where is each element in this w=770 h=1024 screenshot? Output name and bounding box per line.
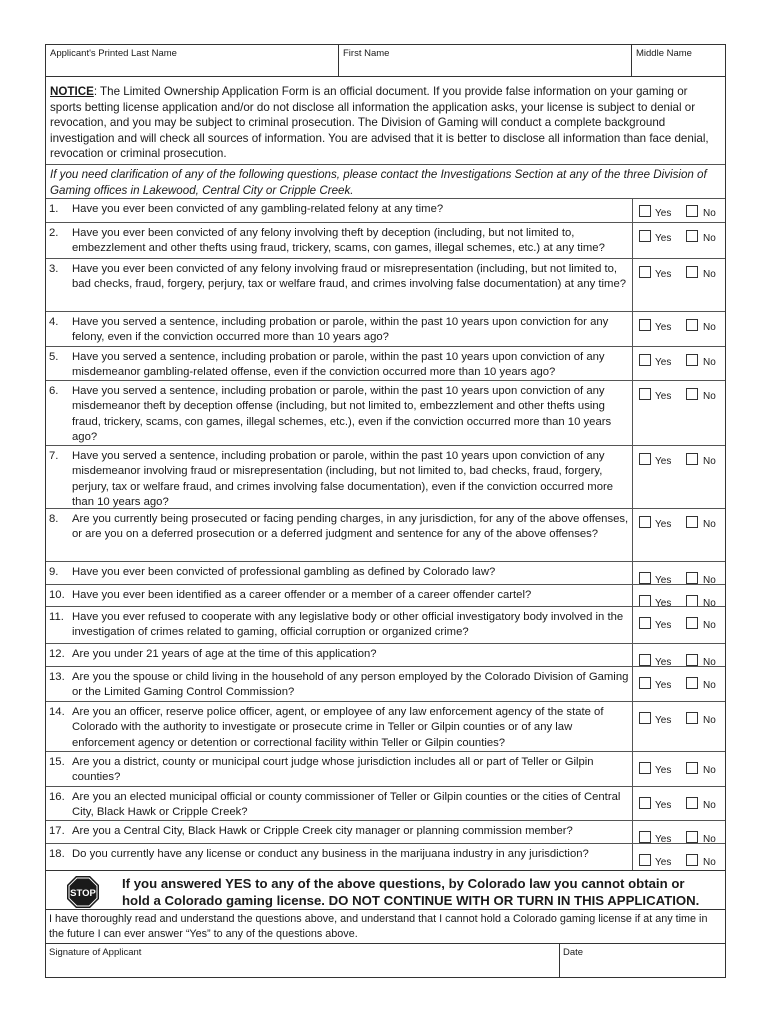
- yes-checkbox[interactable]: [639, 854, 651, 866]
- question-number: 15.: [49, 756, 65, 768]
- yes-checkbox[interactable]: [639, 388, 651, 400]
- question-text: Are you an officer, reserve police officer, agent, or employee of any law enforcement agency of the state of Colorado with the authority to investigate or prosecute crime in Teller or Gilpin counties or of any law enforcement agency or detention or correctional facility within Teller or Gilpin counties?: [72, 706, 604, 749]
- no-label: No: [703, 322, 716, 333]
- first-name-field[interactable]: [339, 45, 632, 77]
- last-name-field[interactable]: [46, 45, 339, 77]
- yes-checkbox[interactable]: [639, 762, 651, 774]
- no-label: No: [703, 620, 716, 631]
- yes-label: Yes: [655, 322, 672, 333]
- no-label: No: [703, 575, 716, 586]
- question-number: 11.: [49, 611, 64, 623]
- yes-label: Yes: [655, 233, 672, 244]
- question-row: [46, 222, 725, 258]
- last-name-label: Applicant's Printed Last Name: [50, 48, 177, 59]
- yes-checkbox[interactable]: [639, 797, 651, 809]
- question-number: 14.: [49, 706, 65, 718]
- application-form: [45, 44, 726, 978]
- no-label: No: [703, 657, 716, 668]
- answer-cell: [632, 199, 728, 222]
- yes-label: Yes: [655, 269, 672, 280]
- yes-checkbox[interactable]: [639, 354, 651, 366]
- question-number: 12.: [49, 648, 65, 660]
- yes-checkbox[interactable]: [639, 516, 651, 528]
- answer-cell: [632, 223, 728, 258]
- question-number: 17.: [49, 825, 65, 837]
- yes-checkbox[interactable]: [639, 831, 651, 843]
- no-label: No: [703, 857, 716, 868]
- question-number: 2.: [49, 227, 59, 239]
- yes-checkbox[interactable]: [639, 617, 651, 629]
- no-checkbox[interactable]: [686, 205, 698, 217]
- question-row: [46, 843, 725, 870]
- clarification-text: If you need clarification of any of the following questions, please contact the Investigations Section at any of the three Division of Gaming offices in Lakewood, Central City or Cripple Creek.: [46, 164, 725, 199]
- no-checkbox[interactable]: [686, 354, 698, 366]
- yes-label: Yes: [655, 680, 672, 691]
- answer-cell: [632, 844, 728, 870]
- question-text: Do you currently have any license or conduct any business in the marijuana industry in any jurisdiction?: [72, 848, 589, 860]
- question-text: Have you ever been convicted of any felony involving theft by deception (including, but not limited to, embezzlement and other thefts using fraud, trickery, scams, con games, illegal schemes, etc.) at any time?: [72, 227, 605, 255]
- stop-message: [122, 876, 722, 909]
- question-text: Have you served a sentence, including probation or parole, within the past 10 years upon conviction of any misdemeanor theft by deception offense (including, but not limited to, embezzlement and other thefts using fraud, trickery, scams, con games, illegal schemes, etc.), even if the conviction occurred more than 10 years ago?: [72, 385, 612, 444]
- question-row: [46, 606, 725, 643]
- stop-warning: [46, 870, 725, 910]
- signature-field[interactable]: [46, 944, 560, 978]
- question-row: [46, 445, 725, 508]
- question-row: [46, 666, 725, 701]
- yes-label: Yes: [655, 391, 672, 402]
- middle-name-field[interactable]: [632, 45, 727, 77]
- question-text: Are you a district, county or municipal court judge whose jurisdiction includes all or part of Teller or Gilpin counties?: [72, 756, 594, 784]
- question-text: Have you ever been convicted of professional gambling as defined by Colorado law?: [72, 566, 496, 578]
- question-row: [46, 751, 725, 786]
- yes-label: Yes: [655, 620, 672, 631]
- answer-cell: [632, 381, 728, 445]
- question-text: Have you ever been convicted of any felony involving fraud or misrepresentation (including, but not limited to, bad checks, fraud, forgery, perjury, tax or welfare fraud, and crimes involving false documentation) at any time?: [72, 263, 627, 291]
- question-number: 6.: [49, 385, 59, 397]
- yes-checkbox[interactable]: [639, 677, 651, 689]
- answer-cell: [632, 787, 728, 820]
- yes-label: Yes: [655, 456, 672, 467]
- no-checkbox[interactable]: [686, 831, 698, 843]
- yes-checkbox[interactable]: [639, 712, 651, 724]
- stop-sign-icon: [66, 875, 100, 909]
- middle-name-label: Middle Name: [636, 48, 692, 59]
- no-checkbox[interactable]: [686, 266, 698, 278]
- answer-cell: [632, 702, 728, 751]
- stop-message-line1: If you answered YES to any of the above questions, by Colorado law you cannot obtain or: [122, 876, 685, 891]
- signature-label: Signature of Applicant: [49, 947, 142, 958]
- declaration-text: I have thoroughly read and understand the questions above, and understand that I cannot hold a Colorado gaming license if at any time in the future I can ever answer “Yes” to any of the questions above.: [49, 913, 708, 940]
- no-label: No: [703, 233, 716, 244]
- no-label: No: [703, 456, 716, 467]
- yes-checkbox[interactable]: [639, 453, 651, 465]
- notice-text: : The Limited Ownership Application Form is an official document. If you provide false information on your gaming or sports betting license application and/or do not disclose all information the application asks, your license is subject to denial or revocation, and you may be subject to criminal prosecution. The Division of Gaming will conduct a complete background investigation and will check all sources of information. You are advised that it is better to disclose all information than face denial, revocation or criminal prosecution.: [50, 85, 709, 160]
- question-number: 10.: [49, 589, 65, 601]
- yes-label: Yes: [655, 715, 672, 726]
- question-text: Have you served a sentence, including probation or parole, within the past 10 years upon conviction of any misdemeanor involving fraud or misrepresentation (including, but not limited to, bad checks, fraud, forgery, perjury, tax or welfare fraud, and crimes involving false documentation), even if the conviction occurred more than 10 years ago?: [72, 450, 614, 509]
- answer-cell: [632, 562, 728, 584]
- answer-cell: [632, 585, 728, 609]
- answer-cell: [632, 446, 728, 508]
- question-text: Have you served a sentence, including probation or parole, within the past 10 years upon conviction of any misdemeanor gambling-related offense, even if the conviction occurred more than 10 years ago?: [72, 351, 605, 379]
- answer-cell: [632, 347, 728, 380]
- name-row: [46, 45, 725, 77]
- question-row: [46, 643, 725, 666]
- question-number: 5.: [49, 351, 59, 363]
- yes-checkbox[interactable]: [639, 319, 651, 331]
- question-number: 1.: [49, 203, 59, 215]
- notice-label: NOTICE: [50, 85, 94, 98]
- no-checkbox[interactable]: [686, 516, 698, 528]
- question-number: 9.: [49, 566, 59, 578]
- question-row: [46, 508, 725, 561]
- question-text: Are you the spouse or child living in the household of any person employed by the Colorado Division of Gaming or the Limited Gaming Control Commission?: [72, 671, 629, 699]
- answer-cell: [632, 312, 728, 346]
- question-text: Are you currently being prosecuted or facing pending charges, in any jurisdiction, for any of the above offenses, or are you on a deferred prosecution or a deferred judgment and sentence for any of the above offenses?: [72, 513, 629, 541]
- question-row: [46, 311, 725, 346]
- answer-cell: [632, 752, 728, 786]
- answer-cell: [632, 607, 728, 643]
- question-text: Have you served a sentence, including probation or parole, within the past 10 years upon conviction for any felony, even if the conviction occurred more than 10 years ago?: [72, 316, 609, 344]
- no-checkbox[interactable]: [686, 712, 698, 724]
- stop-sign-text: STOP: [70, 888, 96, 899]
- question-row: [46, 346, 725, 380]
- question-row: [46, 820, 725, 843]
- question-row: [46, 258, 725, 311]
- yes-label: Yes: [655, 765, 672, 776]
- yes-label: Yes: [655, 598, 672, 609]
- no-label: No: [703, 800, 716, 811]
- question-number: 18.: [49, 848, 65, 860]
- yes-label: Yes: [655, 575, 672, 586]
- no-checkbox[interactable]: [686, 453, 698, 465]
- question-text: Have you ever been convicted of any gambling-related felony at any time?: [72, 203, 444, 215]
- yes-label: Yes: [655, 657, 672, 668]
- no-checkbox[interactable]: [686, 854, 698, 866]
- no-checkbox[interactable]: [686, 617, 698, 629]
- yes-label: Yes: [655, 357, 672, 368]
- no-checkbox[interactable]: [686, 230, 698, 242]
- answer-cell: [632, 644, 728, 666]
- no-label: No: [703, 357, 716, 368]
- yes-checkbox[interactable]: [639, 572, 651, 584]
- date-label: Date: [563, 947, 584, 958]
- question-number: 3.: [49, 263, 59, 275]
- question-number: 16.: [49, 791, 65, 803]
- no-label: No: [703, 391, 716, 402]
- no-checkbox[interactable]: [686, 319, 698, 331]
- no-label: No: [703, 834, 716, 845]
- question-text: Have you ever refused to cooperate with any legislative body or other official investigatory body involved in the investigation of crimes related to gaming, official corruption or organized crime?: [72, 611, 624, 639]
- no-checkbox[interactable]: [686, 797, 698, 809]
- yes-checkbox[interactable]: [639, 654, 651, 666]
- question-text: Have you ever been identified as a career offender or a member of a career offender cartel?: [72, 589, 532, 601]
- question-number: 7.: [49, 450, 59, 462]
- question-text: Are you a Central City, Black Hawk or Cripple Creek city manager or planning commission member?: [72, 825, 573, 837]
- no-label: No: [703, 598, 716, 609]
- stop-message-line2: hold a Colorado gaming license. DO NOT CONTINUE WITH OR TURN IN THIS APPLICATION.: [122, 892, 700, 908]
- no-checkbox[interactable]: [686, 388, 698, 400]
- answer-cell: [632, 667, 728, 701]
- yes-checkbox[interactable]: [639, 230, 651, 242]
- no-checkbox[interactable]: [686, 654, 698, 666]
- question-text: Are you an elected municipal official or county commissioner of Teller or Gilpin counties or the cities of Central City, Black Hawk or Cripple Creek?: [72, 791, 621, 819]
- question-row: [46, 380, 725, 445]
- question-row: [46, 561, 725, 584]
- yes-checkbox[interactable]: [639, 205, 651, 217]
- yes-label: Yes: [655, 208, 672, 219]
- question-row: [46, 199, 725, 222]
- no-label: No: [703, 269, 716, 280]
- no-label: No: [703, 715, 716, 726]
- yes-label: Yes: [655, 857, 672, 868]
- question-number: 13.: [49, 671, 65, 683]
- question-number: 4.: [49, 316, 59, 328]
- no-checkbox[interactable]: [686, 762, 698, 774]
- signature-row: [46, 943, 725, 977]
- no-label: No: [703, 680, 716, 691]
- no-checkbox[interactable]: [686, 572, 698, 584]
- no-label: No: [703, 519, 716, 530]
- yes-checkbox[interactable]: [639, 266, 651, 278]
- no-label: No: [703, 765, 716, 776]
- no-label: No: [703, 208, 716, 219]
- yes-label: Yes: [655, 834, 672, 845]
- yes-label: Yes: [655, 519, 672, 530]
- answer-cell: [632, 509, 728, 561]
- question-number: 8.: [49, 513, 59, 525]
- question-row: [46, 584, 725, 609]
- answer-cell: [632, 259, 728, 311]
- yes-label: Yes: [655, 800, 672, 811]
- notice-block: [46, 80, 725, 164]
- first-name-label: First Name: [343, 48, 390, 59]
- no-checkbox[interactable]: [686, 677, 698, 689]
- answer-cell: [632, 821, 728, 843]
- question-row: [46, 786, 725, 820]
- question-row: [46, 701, 725, 751]
- date-field[interactable]: [560, 944, 727, 978]
- question-text: Are you under 21 years of age at the time of this application?: [72, 648, 377, 660]
